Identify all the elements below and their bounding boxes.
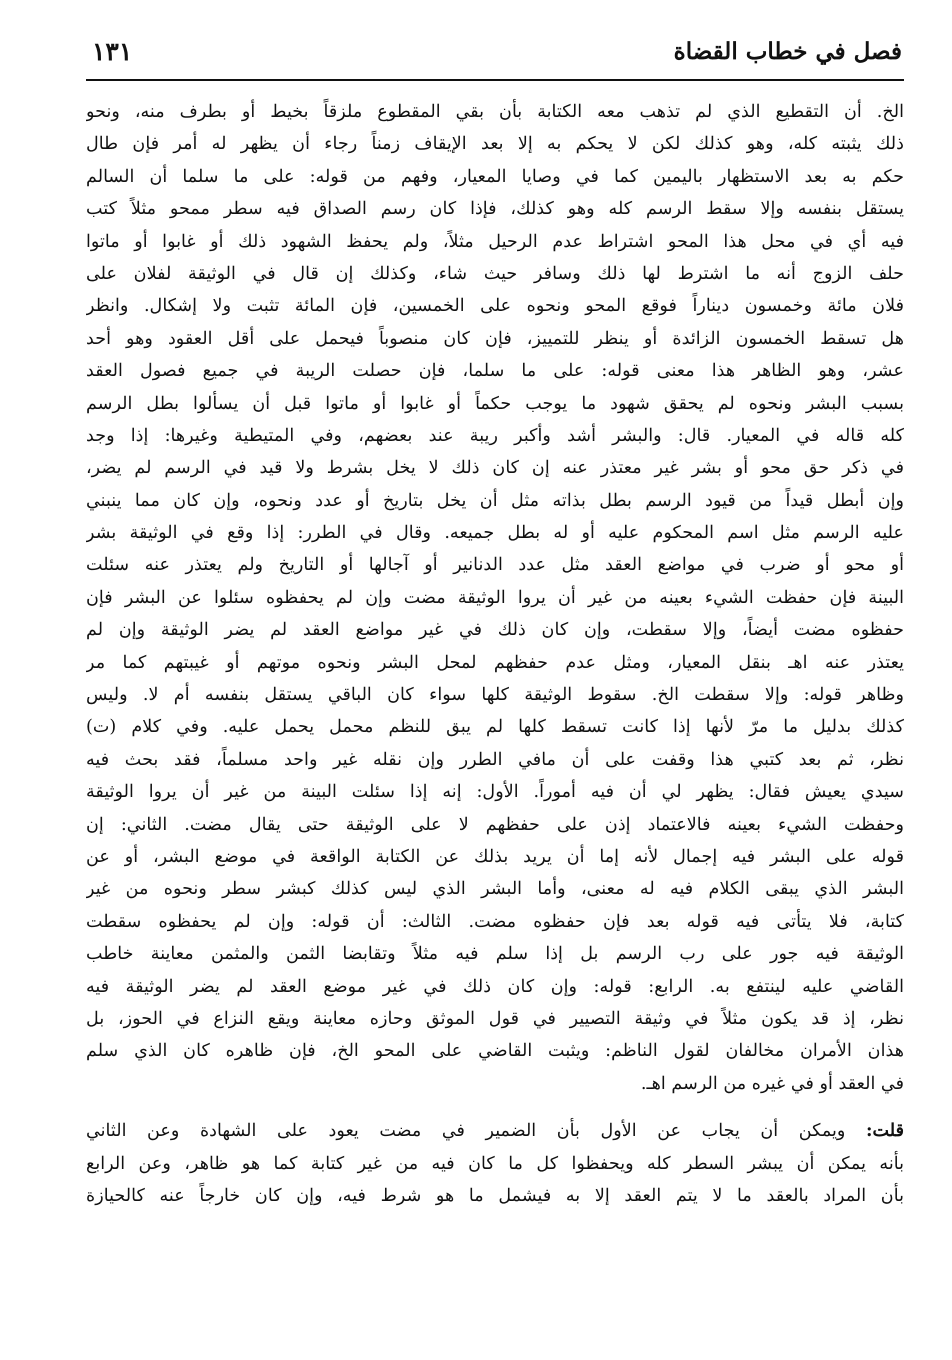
text-line: بأن المراد بالعقد ما لا يتم العقد إلا به فيشمل ما هو شرط فيه، وإن كان خارجاً عنه كالحيازة [86,1185,904,1206]
running-title: فصل في خطاب القضاة [673,38,902,65]
page-header [86,34,904,74]
text-line: كله قاله في المعيار. قال: والبشر أشد وأكبر ريبة عند بعضهم، وفي المتيطية وغيرها: إذا وجد [86,425,904,446]
text-line: عشر، وهو الظاهر هذا معنى قوله: على ما سلما، فإن حصلت الريبة في جميع فصول العقد [86,361,904,382]
page-number: ١٣١ [92,37,133,66]
text-line: القاضي عليه لينتفع به. الرابع: قوله: وإن كان ذلك في غير موضع العقد لم يضر الوثيقة فيه [86,976,904,997]
text-line: نظر، إذ قد يكون مثلاً في وثيقة التصيير في قول الموثق وحازه معاينة ويقع النزاع في الحوز، بل [86,1008,904,1029]
text-line: حلف الزوج أنه ما اشترط لها ذلك وسافر حيث شاء، وكذلك إن قال في الوثيقة لفلان على [86,263,904,284]
text-line: في العقد أو في غيره من الرسم اهـ. [640,1073,904,1094]
text-line: وظاهر قوله: وإلا سقطت الخ. سقوط الوثيقة كلها سواء كان الباقي يستقل بنفسه أم لا. وليس [86,685,904,706]
header-rule [86,79,904,81]
text-line: سيدي يعيش فقال: يظهر لي أن فيه أموراً. الأول: إنه إذا سئلت البينة من غير أن يروا الوثيقة [86,782,904,803]
text-line: البشر الذي يبقى الكلام فيه له معنى، وأما البشر الذي ليس كذلك كبشر سطر ونحوه من غير [86,879,904,900]
text-line: كذلك بدليل ما مرّ لأنها إذا كانت تسقط كلها لم يبق للنظم محمل يحمل عليه. وفي كلام (ت) [86,717,904,738]
text-line: وحفظت الشيء بعينه فالاعتماد إذن على حفظهم لا على الوثيقة حتى يقال مضت. الثاني: إن [86,814,904,835]
text-line: كتابة، فلا يتأتى فيه قوله بعد فإن حفظوه مضت. الثالث: أن قوله: وإن لم يحفظوه سقطت [86,911,904,932]
text-line: البينة فإن حفظت الشيء بعينه من غير أن يروا الوثيقة مضت وإن لم يحفظوه سئلوا عن البشر فإن [86,587,904,608]
text-line-rest: ويمكن أن يجاب عن الأول بأن الضمير في مضت يعود على الشهادة وعن الثاني [86,1121,846,1142]
text-line: عليه الرسم مثل اسم المحكوم عليه أو له بطل جميعه. وقال في الطرر: إذا وقع في الوثيقة بشر [86,523,904,544]
text-line: ذلك يثبته كله، وهو كذلك لكن لا يحكم به إلا بعد الإيقاف زمناً رجاء أن يظهر له أمر فإن طال [86,134,904,155]
text-line: نظر، ثم بعد كتبي هذا وقفت على أن مافي الطرر وإن نقله غير واحد مسلماً، فقد بحث فيه [86,749,904,770]
text-line: بأنه يمكن أن يبشر السطر كله ويحفظوا كل ما كان فيه من غير كتابة كما هو ظاهر، وعن الرابع [86,1153,904,1174]
text-line: فلان مائة وخمسون ديناراً فوقع المحو ونحوه على الخمسين، فإن المائة تثبت ولا إشكال. وانظر [86,296,904,317]
book-page [86,34,904,1334]
text-line: هل تسقط الخمسون الزائدة أو ينظر للتمييز، فإن كان منصوباً فيحمل على أقل العقود وهو أحد [86,328,904,349]
body-text [86,96,904,1212]
text-line: الخ. أن التقطيع الذي لم تذهب معه الكتابة بأن بقي المقطوع ملزقاً بخيط أو بطرف منه، ونحو [86,102,904,122]
text-line: أو محو أو ضرب في مواضع العقد مثل عدد الدنانير أو آجالها أو التاريخ ولم يعتذر عنه سئلت [86,555,904,576]
text-line: قوله على البشر فيه إجمال لأنه إما أن يريد بذلك عن الكتابة الواقعة في موضع البشر، أو عن [86,846,904,867]
text-line: هذان الأمران مخالفان لقول الناظم: ويثبت القاضي على المحو الخ، فإن ظاهره كان الذي سلم [86,1041,904,1062]
text-line: الوثيقة فيه جور على رب الرسم بل إذا سلم فيه مثلاً وتقابضا الثمن والمثمن معاينة خاطب [86,944,904,965]
text-line: بسبب البشر ونحوه لم يحقق شهود ما يوجب حكماً أو غابوا أو ماتوا قبل أن يسألوا بطل الرسم [86,393,904,414]
text-line [86,1115,904,1147]
paragraph-gap [86,1100,904,1115]
text-line: وإن أبطل قيداً من قيود الرسم بطل بذاته مثل أن يخل بتاريخ أو عدد ونحوه، وإن كان مما ينبني [86,490,904,511]
text-line: يعتذر عنه اهـ بنقل المعيار، ومثل عدم حفظهم لمحل البشر ونحوه موتهم أو غيبتهم كما مر [86,652,904,673]
lead-word: قلت: [865,1120,904,1142]
text-line: يستقل بنفسه وإلا سقط الرسم كله وهو كذلك، فإذا كان رسم الصداق فيه سطر ممحو مثلاً كتب [86,199,904,220]
text-line: حفظوه مضت أيضاً، وإلا سقطت، وإن كان ذلك في غير مواضع العقد لم يضر الوثيقة وإن لم [86,620,904,641]
text-line: فيه أي في محل هذا المحو اشتراط عدم الرحيل مثلاً، ولم يحفظ الشهود ذلك أو غابوا أو ماتوا [86,231,904,252]
text-line: حكم به بعد الاستظهار باليمين كما في وصايا المعيار، وفهم من قوله: على ما سلما أن السالم [86,166,904,187]
text-line: في ذكر حق محو أو بشر غير معتذر عنه إن كان ذلك لا يخل بشرط ولا قيد في الرسم لم يضر، [86,458,904,479]
